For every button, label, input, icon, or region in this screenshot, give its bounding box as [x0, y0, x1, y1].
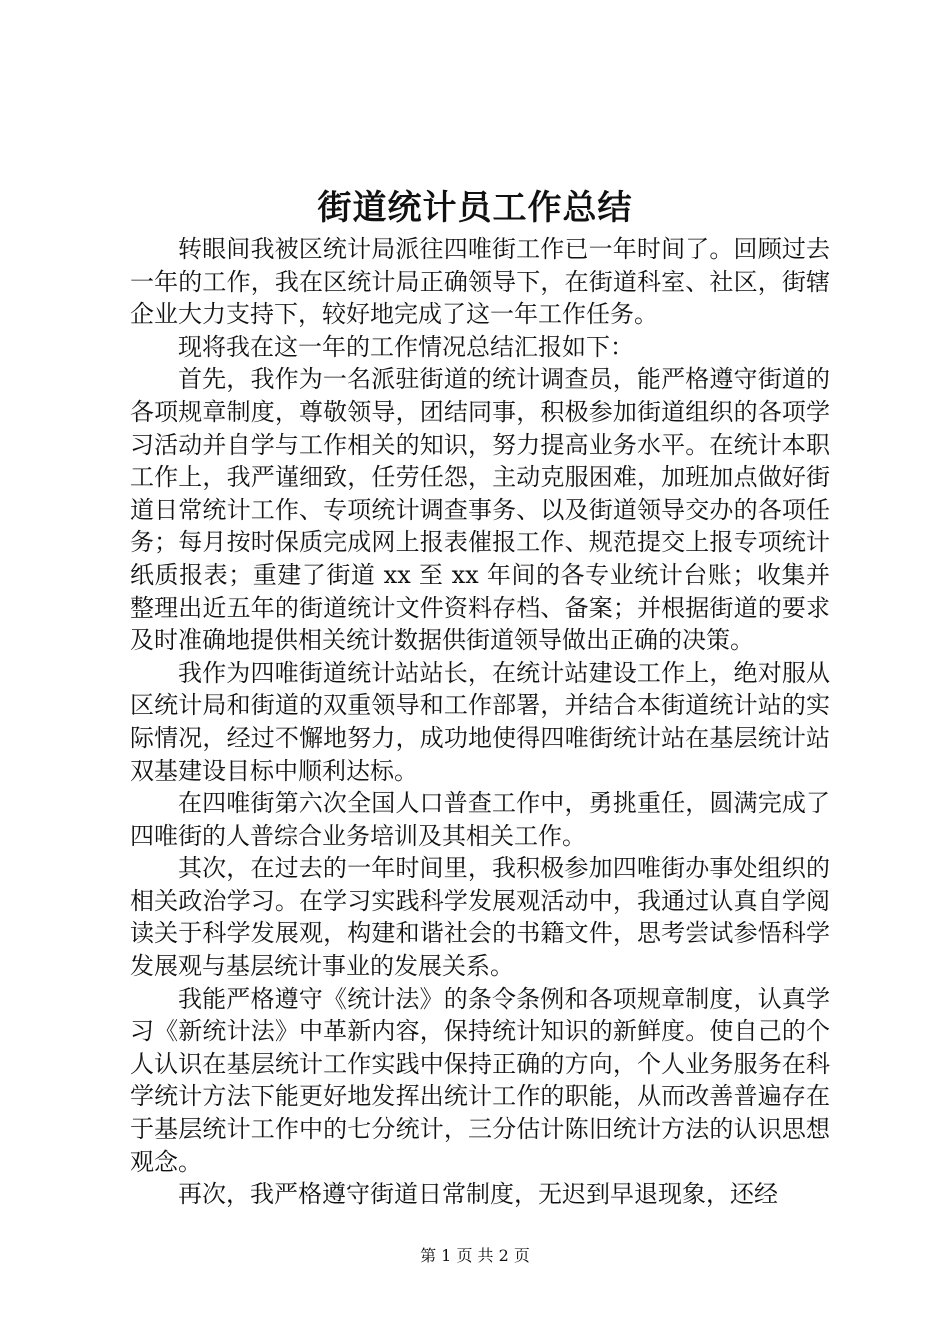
paragraph-2: 现将我在这一年的工作情况总结汇报如下： [178, 332, 634, 361]
paragraph-3: 首先，我作为一名派驻街道的统计调查员，能严格遵守街道的各项规章制度，尊敬领导，团结同事，积极参加街道组织的各项学习活动并自学与工作相关的知识，努力提高业务水平。在统计本职工作上，我严谨细致，任劳任怨，主动克服困难，加班加点做好街道日常统计工作、专项统计调查事务、以及街道领导交办的各项任务；每月按时保质完成网上报表催报工作、规范提交上报专项统计纸质报表；重建了街道 xx 至 xx 年间的各专业统计台账；收集并整理出近五年的街道统计文件资料存档、备案；并根据街道的要求及时准确地提供相关统计数据供街道领导做出正确的决策。 [130, 365, 830, 655]
document-body [130, 233, 830, 1211]
paragraph-4: 我作为四唯街道统计站站长，在统计站建设工作上，绝对服从区统计局和街道的双重领导和工作部署，并结合本街道统计站的实际情况，经过不懈地努力，成功地使得四唯街统计站在基层统计站双基建设目标中顺利达标。 [130, 658, 830, 785]
document-title: 街道统计员工作总结 [317, 188, 633, 228]
paragraph-5: 在四唯街第六次全国人口普查工作中，勇挑重任，圆满完成了四唯街的人普综合业务培训及其相关工作。 [130, 789, 830, 850]
paragraph-1: 转眼间我被区统计局派往四唯街工作已一年时间了。回顾过去一年的工作，我在区统计局正确领导下，在街道科室、社区，街辖企业大力支持下，较好地完成了这一年工作任务。 [130, 235, 830, 329]
paragraph-8: 再次，我严格遵守街道日常制度，无迟到早退现象，还经 [178, 1180, 778, 1209]
page-footer: 第 1 页 共 2 页 [420, 1246, 530, 1265]
paragraph-6: 其次，在过去的一年时间里，我积极参加四唯街办事处组织的相关政治学习。在学习实践科学发展观活动中，我通过认真自学阅读关于科学发展观，构建和谐社会的书籍文件，思考尝试参悟科学发展观与基层统计事业的发展关系。 [130, 854, 830, 981]
paragraph-7: 我能严格遵守《统计法》的条令条例和各项规章制度，认真学习《新统计法》中革新内容，保持统计知识的新鲜度。使自己的个人认识在基层统计工作实践中保持正确的方向，个人业务服务在科学统计方法下能更好地发挥出统计工作的职能，从而改善普遍存在于基层统计工作中的七分统计，三分估计陈旧统计方法的认识思想观念。 [130, 984, 830, 1176]
